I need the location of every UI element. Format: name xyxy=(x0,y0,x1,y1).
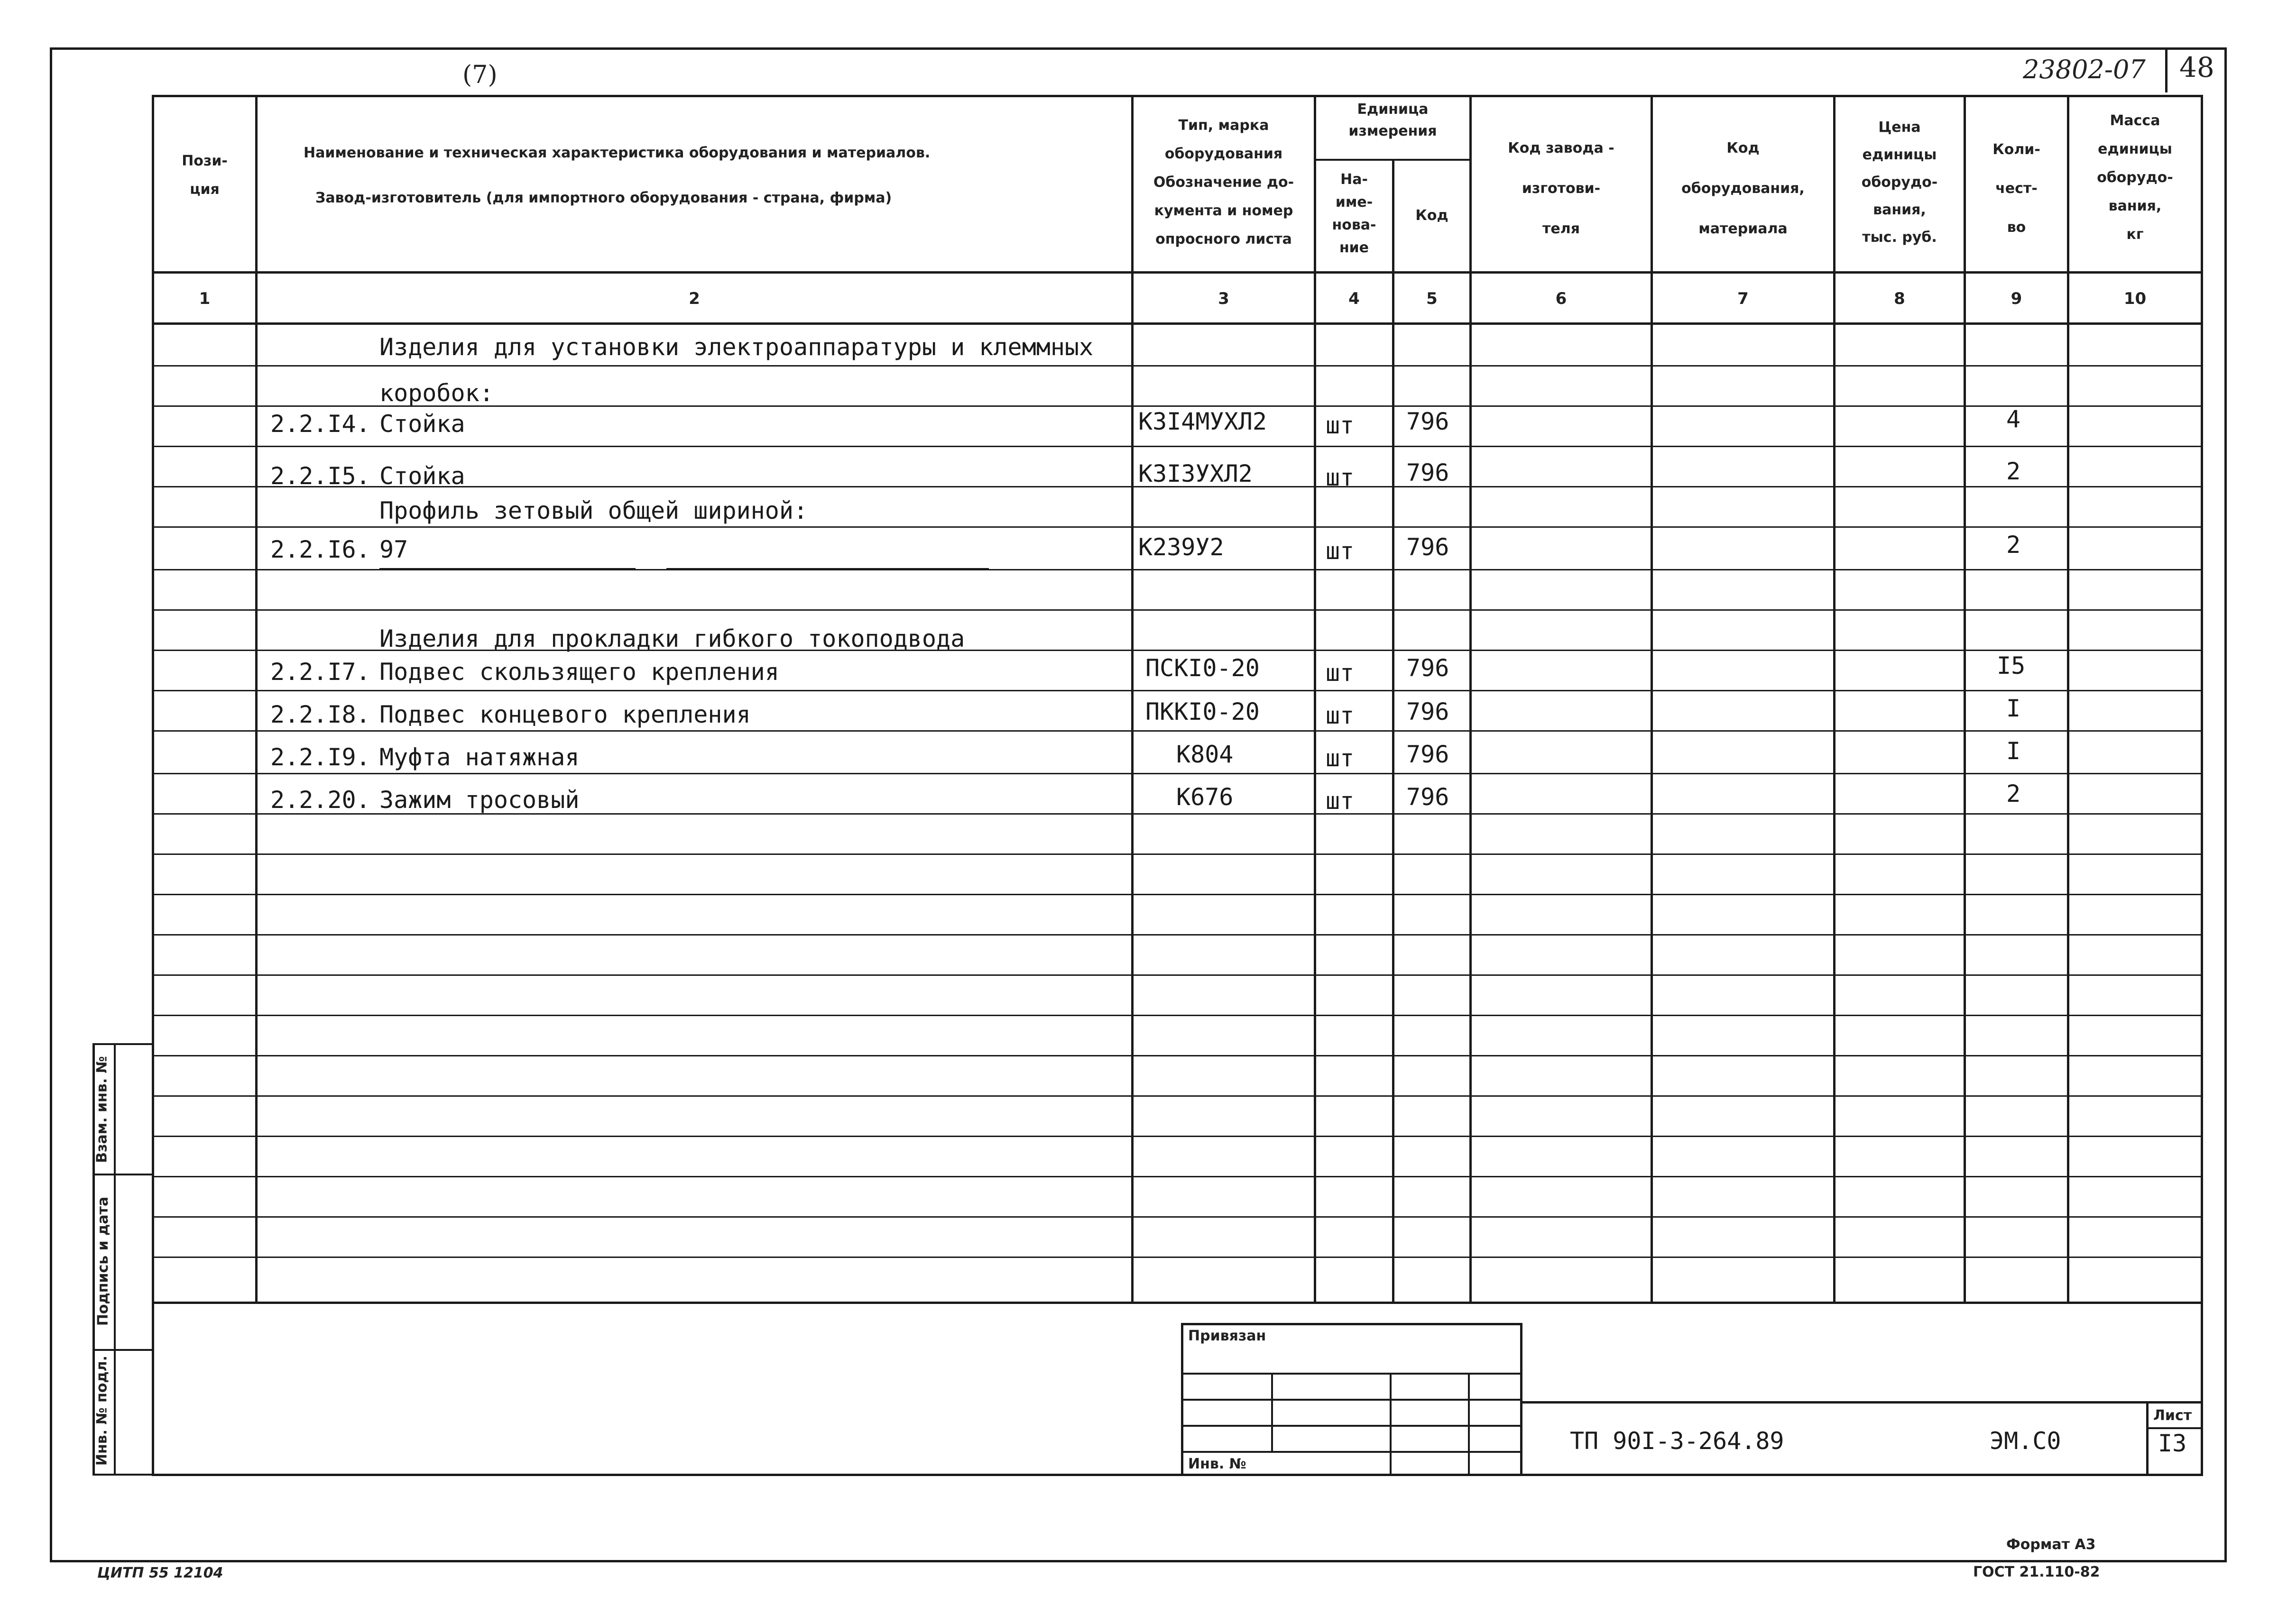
row-name-5: Подвес концевого крепления xyxy=(379,701,751,728)
col-number-4: 4 xyxy=(1348,289,1360,308)
sheet-box-left xyxy=(2146,1401,2149,1476)
row-type-3: К239У2 xyxy=(1138,533,1224,561)
row-heading-2: Профиль зетовый общей шириной: xyxy=(379,497,808,524)
header-name-line2: Завод-изготовитель (для импортного оборудования - страна, фирма) xyxy=(315,190,892,206)
row-unit-2: шт xyxy=(1326,464,1355,491)
side-stamp-orig-inv: Инв. № подл. xyxy=(93,1355,111,1466)
row-name-3: 97 xyxy=(379,536,408,563)
table-row-line xyxy=(152,894,2203,895)
row-name-1: Стойка xyxy=(379,410,465,438)
side-stamp-signature: Подпись и дата xyxy=(95,1196,111,1326)
row-pos-5: 2.2.I8. xyxy=(270,701,370,728)
row-heading-1: Изделия для установки электроаппаратуры и клеммных xyxy=(379,333,1094,361)
row-type-5: ПККI0-20 xyxy=(1145,698,1260,725)
table-row-line xyxy=(152,1015,2203,1016)
linked-box-row1 xyxy=(1181,1373,1522,1375)
sheet-label: Лист xyxy=(2153,1407,2192,1424)
row-pos-1: 2.2.I4. xyxy=(270,410,370,438)
row-type-7: К676 xyxy=(1176,783,1234,811)
table-row-line xyxy=(152,1095,2203,1097)
col-line-3 xyxy=(1314,95,1316,1302)
table-row-line xyxy=(152,773,2203,774)
title-block-outer-right xyxy=(2201,1302,2203,1476)
col-number-2: 2 xyxy=(689,289,700,308)
footer-format: Формат А3 xyxy=(2006,1536,2096,1553)
footer-gost: ГОСТ 21.110-82 xyxy=(1973,1564,2100,1580)
row-name-3-underline-a xyxy=(379,568,636,569)
sheet-number-top: (7) xyxy=(462,61,498,89)
col-line-1 xyxy=(255,95,258,1302)
header-type: Тип, марка оборудования Обозначение до- кумента и номер опросного листа xyxy=(1153,117,1294,248)
table-row-line xyxy=(152,1176,2203,1177)
sheet-number: I3 xyxy=(2158,1430,2187,1457)
table-row-line xyxy=(152,1257,2203,1258)
table-row-line xyxy=(152,1136,2203,1137)
side-stamp-replace-inv: Взам. инв. № xyxy=(93,1056,111,1163)
row-type-6: К804 xyxy=(1176,741,1234,768)
col-number-3: 3 xyxy=(1218,289,1229,308)
linked-box-row3 xyxy=(1181,1425,1522,1427)
col-line-2 xyxy=(1131,95,1134,1302)
row-code-1: 796 xyxy=(1406,408,1449,435)
sheet-box-mid xyxy=(2146,1427,2203,1429)
row-pos-4: 2.2.I7. xyxy=(270,658,370,686)
header-unit-code: Код xyxy=(1415,207,1448,224)
table-row-line xyxy=(152,365,2203,367)
footer-left: ЦИТП 55 12104 xyxy=(97,1565,223,1581)
row-qty-5: I xyxy=(2006,695,2021,722)
numbers-bottom xyxy=(152,322,2203,325)
table-row-line xyxy=(152,526,2203,528)
col-number-5: 5 xyxy=(1426,289,1438,308)
table-row-line xyxy=(152,1055,2203,1056)
row-type-1: К3I4МУХЛ2 xyxy=(1138,408,1267,435)
col-line-8 xyxy=(1964,95,1966,1302)
page-number-divider xyxy=(2165,47,2168,92)
row-pos-3: 2.2.I6. xyxy=(270,536,370,563)
col-line-9 xyxy=(2067,95,2069,1302)
header-quantity: Коли- чест- во xyxy=(1992,141,2040,236)
row-name-6: Муфта натяжная xyxy=(379,743,580,771)
linked-box-row2 xyxy=(1181,1399,1522,1401)
row-type-4: ПСКI0-20 xyxy=(1145,654,1260,682)
row-heading-3: Изделия для прокладки гибкого токоподвода xyxy=(379,625,965,652)
col-line-7 xyxy=(1833,95,1835,1302)
col-number-6: 6 xyxy=(1555,289,1567,308)
row-name-7: Зажим тросовый xyxy=(379,786,580,814)
table-row-line xyxy=(152,974,2203,976)
table-row-line xyxy=(152,690,2203,691)
header-price: Цена единицы оборудо- вания, тыс. руб. xyxy=(1861,119,1938,246)
col-number-10: 10 xyxy=(2123,289,2147,308)
row-qty-3: 2 xyxy=(2006,531,2021,559)
title-block-outer-bottom xyxy=(152,1474,2203,1476)
row-name-3-underline-b xyxy=(666,568,989,569)
side-stamp-divider xyxy=(114,1043,116,1475)
row-qty-1: 4 xyxy=(2006,405,2021,433)
linked-box-col3 xyxy=(1468,1373,1470,1476)
row-pos-2: 2.2.I5. xyxy=(270,462,370,490)
col-number-1: 1 xyxy=(199,289,211,308)
row-code-5: 796 xyxy=(1406,698,1449,725)
header-position: Пози- ция xyxy=(182,153,228,198)
row-qty-4: I5 xyxy=(1997,652,2026,679)
row-name-4: Подвес скользящего крепления xyxy=(379,658,779,686)
linked-box-col2 xyxy=(1390,1373,1392,1476)
doc-box-top xyxy=(1520,1401,2203,1404)
side-stamp-bottom xyxy=(92,1474,152,1476)
frame-bottom xyxy=(50,1560,2227,1562)
table-bottom xyxy=(152,1302,2203,1304)
col-number-9: 9 xyxy=(2011,289,2022,308)
table-row-line xyxy=(152,1216,2203,1218)
col-number-7: 7 xyxy=(1737,289,1749,308)
row-unit-3: шт xyxy=(1326,537,1355,565)
doc-mark: ЭМ.С0 xyxy=(1990,1427,2061,1455)
row-qty-7: 2 xyxy=(2006,780,2021,807)
row-unit-4: шт xyxy=(1326,659,1355,687)
row-code-2: 796 xyxy=(1406,459,1449,486)
row-code-6: 796 xyxy=(1406,741,1449,768)
header-bottom xyxy=(152,271,2203,274)
table-row-line xyxy=(152,934,2203,936)
table-row-line xyxy=(152,446,2203,447)
row-unit-5: шт xyxy=(1326,702,1355,729)
table-top xyxy=(152,95,2203,97)
col-line-5 xyxy=(1469,95,1472,1302)
header-name-line1: Наименование и техническая характеристика оборудования и материалов. xyxy=(304,145,931,161)
header-equipment-code: Код оборудования, материала xyxy=(1681,140,1805,237)
row-qty-6: I xyxy=(2006,737,2021,765)
row-unit-7: шт xyxy=(1326,787,1355,815)
frame-right xyxy=(2224,47,2227,1562)
frame-top xyxy=(50,47,2227,50)
table-row-line xyxy=(152,730,2203,732)
row-pos-7: 2.2.20. xyxy=(270,786,370,814)
frame-left xyxy=(50,47,52,1562)
col-number-8: 8 xyxy=(1894,289,1905,308)
row-name-2: Стойка xyxy=(379,462,465,490)
archive-number: 23802-07 xyxy=(2023,55,2146,84)
row-unit-1: шт xyxy=(1326,412,1355,439)
header-factory-code: Код завода - изготови- теля xyxy=(1508,140,1614,237)
row-unit-6: шт xyxy=(1326,744,1355,772)
table-row-line xyxy=(152,853,2203,855)
row-qty-2: 2 xyxy=(2006,458,2021,485)
page-number: 48 xyxy=(2179,51,2214,83)
row-code-7: 796 xyxy=(1406,783,1449,811)
linked-box-top xyxy=(1181,1323,1522,1325)
row-type-2: К3I3УХЛ2 xyxy=(1138,460,1253,487)
unit-group-line xyxy=(1314,159,1472,161)
linked-label: Привязан xyxy=(1188,1328,1266,1344)
linked-box-row4 xyxy=(1181,1451,1522,1453)
header-unit-name: На- име- нова- ние xyxy=(1332,171,1376,256)
row-code-4: 796 xyxy=(1406,654,1449,682)
linked-box-col1 xyxy=(1271,1373,1273,1451)
row-pos-6: 2.2.I9. xyxy=(270,743,370,771)
header-unit: Единица измерения xyxy=(1348,101,1437,139)
row-code-3: 796 xyxy=(1406,533,1449,561)
table-row-line xyxy=(152,609,2203,611)
title-block-left xyxy=(152,1302,154,1476)
header-mass: Масса единицы оборудо- вания, кг xyxy=(2097,112,2173,243)
col-line-6 xyxy=(1651,95,1653,1302)
row-heading-1-cont: коробок: xyxy=(379,379,494,407)
table-right xyxy=(2201,95,2203,1302)
doc-code: ТП 90I-3-264.89 xyxy=(1570,1427,1784,1455)
inv-no-label: Инв. № xyxy=(1188,1456,1246,1472)
